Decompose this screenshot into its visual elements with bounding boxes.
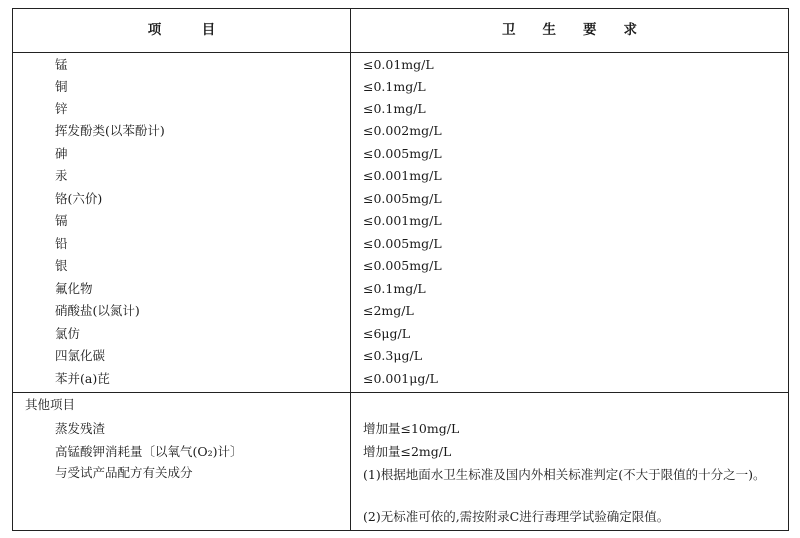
header-divider	[13, 52, 788, 53]
row-value: ≤0.1mg/L	[363, 101, 426, 116]
row-item: 硝酸盐(以氮计)	[55, 303, 140, 318]
row-item: 氟化物	[55, 281, 93, 296]
other-value: 增加量≤10mg/L	[363, 421, 460, 436]
other-value: 增加量≤2mg/L	[363, 444, 452, 459]
row-value: ≤0.002mg/L	[363, 123, 442, 138]
row-value: ≤6μg/L	[363, 326, 411, 341]
header-item: 项 目	[147, 22, 216, 38]
hygiene-requirements-table	[12, 8, 789, 531]
row-value: ≤0.01mg/L	[363, 57, 434, 72]
row-item: 挥发酚类(以苯酚计)	[55, 123, 165, 138]
row-value: ≤0.005mg/L	[363, 258, 442, 273]
row-item: 汞	[55, 168, 68, 183]
row-value: ≤0.005mg/L	[363, 146, 442, 161]
header-requirement: 卫 生 要 求	[502, 22, 637, 38]
row-value: ≤0.001mg/L	[363, 168, 442, 183]
row-item: 银	[55, 258, 68, 273]
row-value: ≤0.1mg/L	[363, 79, 426, 94]
row-value: ≤2mg/L	[363, 303, 414, 318]
column-divider	[350, 9, 351, 530]
row-value: ≤0.005mg/L	[363, 191, 442, 206]
row-item: 铅	[55, 236, 68, 251]
row-value: ≤0.001μg/L	[363, 371, 438, 386]
other-title: 其他项目	[25, 397, 76, 412]
section-divider	[13, 392, 788, 393]
row-value: ≤0.3μg/L	[363, 348, 422, 363]
other-item: 高锰酸钾消耗量〔以氧气(O₂)计〕	[55, 444, 243, 459]
row-item: 氯仿	[55, 326, 81, 341]
row-item: 锌	[55, 101, 68, 116]
row-item: 砷	[55, 146, 68, 161]
other-note: (2)无标准可依的,需按附录C进行毒理学试验确定限值。	[363, 509, 670, 524]
row-item: 四氯化碳	[55, 348, 106, 363]
row-item: 铬(六价)	[55, 191, 103, 206]
row-item: 苯并(a)芘	[55, 371, 110, 386]
row-item: 锰	[55, 57, 68, 72]
other-item: 蒸发残渣	[55, 421, 106, 436]
row-value: ≤0.001mg/L	[363, 213, 442, 228]
row-item: 铜	[55, 79, 68, 94]
other-item: 与受试产品配方有关成分	[55, 465, 193, 480]
row-value: ≤0.005mg/L	[363, 236, 442, 251]
row-item: 镉	[55, 213, 68, 228]
other-note: (1)根据地面水卫生标准及国内外相关标准判定(不大于限值的十分之一)。	[363, 467, 766, 482]
row-value: ≤0.1mg/L	[363, 281, 426, 296]
